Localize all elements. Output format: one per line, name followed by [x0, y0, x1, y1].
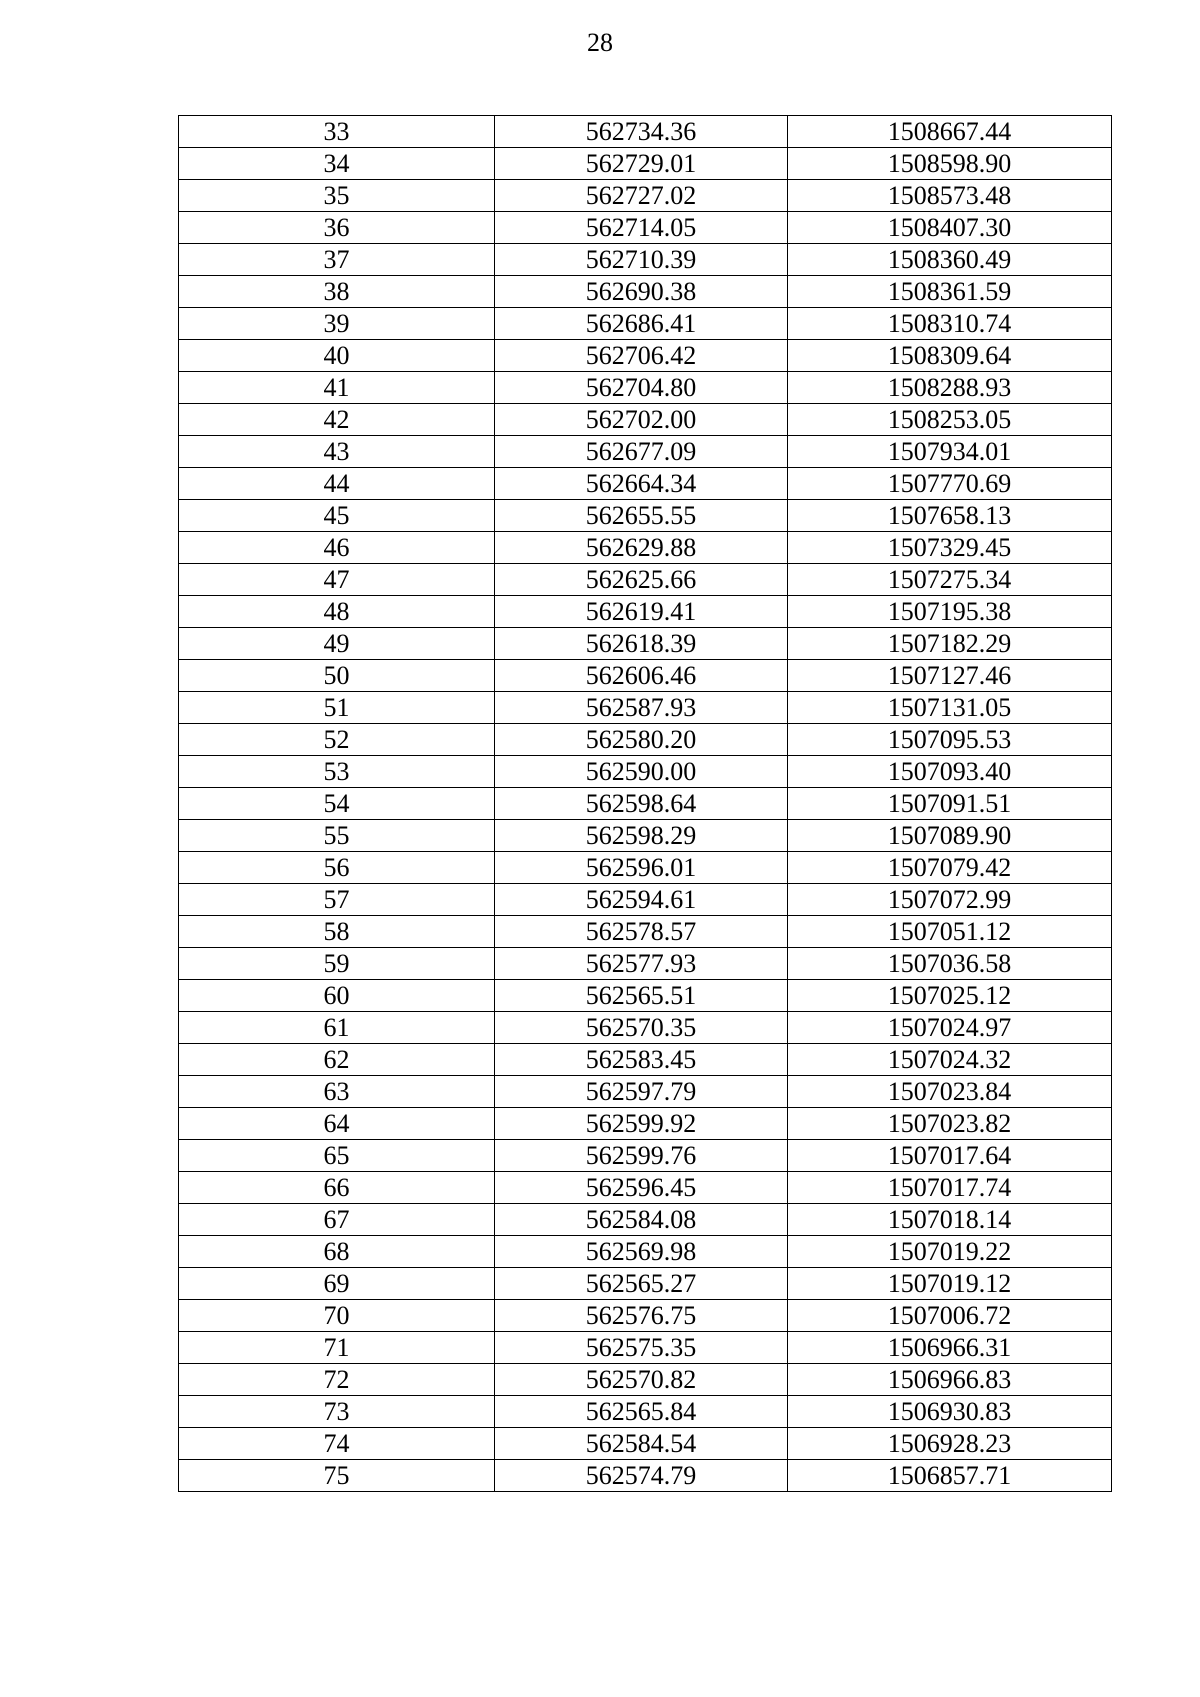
- x-coordinate-cell: 562655.55: [495, 500, 788, 532]
- x-coordinate-cell: 562594.61: [495, 884, 788, 916]
- y-coordinate-cell: 1507017.74: [788, 1172, 1112, 1204]
- table-row: [179, 596, 1112, 628]
- table-row: [179, 660, 1112, 692]
- point-number-cell: 68: [179, 1236, 495, 1268]
- table-row: [179, 1236, 1112, 1268]
- table-row: [179, 1140, 1112, 1172]
- point-number-cell: 62: [179, 1044, 495, 1076]
- x-coordinate-cell: 562706.42: [495, 340, 788, 372]
- coordinates-table: [178, 115, 1112, 1492]
- point-number-cell: 45: [179, 500, 495, 532]
- y-coordinate-cell: 1507017.64: [788, 1140, 1112, 1172]
- point-number-cell: 56: [179, 852, 495, 884]
- point-number-cell: 72: [179, 1364, 495, 1396]
- point-number-cell: 69: [179, 1268, 495, 1300]
- x-coordinate-cell: 562570.82: [495, 1364, 788, 1396]
- table-row: [179, 404, 1112, 436]
- point-number-cell: 39: [179, 308, 495, 340]
- y-coordinate-cell: 1506966.83: [788, 1364, 1112, 1396]
- y-coordinate-cell: 1508360.49: [788, 244, 1112, 276]
- point-number-cell: 47: [179, 564, 495, 596]
- y-coordinate-cell: 1507072.99: [788, 884, 1112, 916]
- x-coordinate-cell: 562677.09: [495, 436, 788, 468]
- y-coordinate-cell: 1507006.72: [788, 1300, 1112, 1332]
- x-coordinate-cell: 562565.51: [495, 980, 788, 1012]
- point-number-cell: 75: [179, 1460, 495, 1492]
- x-coordinate-cell: 562599.92: [495, 1108, 788, 1140]
- x-coordinate-cell: 562587.93: [495, 692, 788, 724]
- x-coordinate-cell: 562584.54: [495, 1428, 788, 1460]
- y-coordinate-cell: 1507019.12: [788, 1268, 1112, 1300]
- table-row: [179, 1364, 1112, 1396]
- y-coordinate-cell: 1507091.51: [788, 788, 1112, 820]
- x-coordinate-cell: 562686.41: [495, 308, 788, 340]
- point-number-cell: 58: [179, 916, 495, 948]
- x-coordinate-cell: 562570.35: [495, 1012, 788, 1044]
- table-row: [179, 756, 1112, 788]
- table-row: [179, 564, 1112, 596]
- table-row: [179, 884, 1112, 916]
- y-coordinate-cell: 1507093.40: [788, 756, 1112, 788]
- x-coordinate-cell: 562576.75: [495, 1300, 788, 1332]
- table-row: [179, 1460, 1112, 1492]
- point-number-cell: 34: [179, 148, 495, 180]
- point-number-cell: 59: [179, 948, 495, 980]
- x-coordinate-cell: 562574.79: [495, 1460, 788, 1492]
- y-coordinate-cell: 1507025.12: [788, 980, 1112, 1012]
- x-coordinate-cell: 562590.00: [495, 756, 788, 788]
- table-row: [179, 436, 1112, 468]
- point-number-cell: 40: [179, 340, 495, 372]
- y-coordinate-cell: 1506930.83: [788, 1396, 1112, 1428]
- y-coordinate-cell: 1506928.23: [788, 1428, 1112, 1460]
- x-coordinate-cell: 562598.64: [495, 788, 788, 820]
- table-row: [179, 116, 1112, 148]
- coordinates-table-body: [179, 116, 1112, 1492]
- table-row: [179, 468, 1112, 500]
- table-row: [179, 628, 1112, 660]
- point-number-cell: 44: [179, 468, 495, 500]
- table-row: [179, 148, 1112, 180]
- y-coordinate-cell: 1507275.34: [788, 564, 1112, 596]
- point-number-cell: 64: [179, 1108, 495, 1140]
- point-number-cell: 48: [179, 596, 495, 628]
- point-number-cell: 54: [179, 788, 495, 820]
- y-coordinate-cell: 1508253.05: [788, 404, 1112, 436]
- table-row: [179, 340, 1112, 372]
- y-coordinate-cell: 1507024.97: [788, 1012, 1112, 1044]
- table-row: [179, 692, 1112, 724]
- table-row: [179, 1300, 1112, 1332]
- y-coordinate-cell: 1507019.22: [788, 1236, 1112, 1268]
- y-coordinate-cell: 1508667.44: [788, 116, 1112, 148]
- y-coordinate-cell: 1506857.71: [788, 1460, 1112, 1492]
- x-coordinate-cell: 562606.46: [495, 660, 788, 692]
- table-row: [179, 724, 1112, 756]
- point-number-cell: 65: [179, 1140, 495, 1172]
- x-coordinate-cell: 562596.45: [495, 1172, 788, 1204]
- point-number-cell: 33: [179, 116, 495, 148]
- point-number-cell: 41: [179, 372, 495, 404]
- y-coordinate-cell: 1507079.42: [788, 852, 1112, 884]
- x-coordinate-cell: 562598.29: [495, 820, 788, 852]
- y-coordinate-cell: 1507770.69: [788, 468, 1112, 500]
- point-number-cell: 60: [179, 980, 495, 1012]
- point-number-cell: 57: [179, 884, 495, 916]
- table-row: [179, 1332, 1112, 1364]
- y-coordinate-cell: 1508573.48: [788, 180, 1112, 212]
- x-coordinate-cell: 562583.45: [495, 1044, 788, 1076]
- point-number-cell: 74: [179, 1428, 495, 1460]
- point-number-cell: 35: [179, 180, 495, 212]
- y-coordinate-cell: 1507036.58: [788, 948, 1112, 980]
- point-number-cell: 37: [179, 244, 495, 276]
- point-number-cell: 63: [179, 1076, 495, 1108]
- y-coordinate-cell: 1508598.90: [788, 148, 1112, 180]
- point-number-cell: 61: [179, 1012, 495, 1044]
- point-number-cell: 50: [179, 660, 495, 692]
- x-coordinate-cell: 562710.39: [495, 244, 788, 276]
- y-coordinate-cell: 1507127.46: [788, 660, 1112, 692]
- y-coordinate-cell: 1508310.74: [788, 308, 1112, 340]
- y-coordinate-cell: 1507182.29: [788, 628, 1112, 660]
- page-number: 28: [587, 28, 613, 57]
- y-coordinate-cell: 1508361.59: [788, 276, 1112, 308]
- table-row: [179, 308, 1112, 340]
- point-number-cell: 52: [179, 724, 495, 756]
- x-coordinate-cell: 562714.05: [495, 212, 788, 244]
- x-coordinate-cell: 562597.79: [495, 1076, 788, 1108]
- point-number-cell: 70: [179, 1300, 495, 1332]
- point-number-cell: 67: [179, 1204, 495, 1236]
- table-row: [179, 916, 1112, 948]
- table-row: [179, 1172, 1112, 1204]
- x-coordinate-cell: 562729.01: [495, 148, 788, 180]
- y-coordinate-cell: 1508309.64: [788, 340, 1112, 372]
- table-row: [179, 500, 1112, 532]
- table-row: [179, 532, 1112, 564]
- x-coordinate-cell: 562704.80: [495, 372, 788, 404]
- x-coordinate-cell: 562619.41: [495, 596, 788, 628]
- y-coordinate-cell: 1507934.01: [788, 436, 1112, 468]
- y-coordinate-cell: 1507131.05: [788, 692, 1112, 724]
- x-coordinate-cell: 562578.57: [495, 916, 788, 948]
- y-coordinate-cell: 1507089.90: [788, 820, 1112, 852]
- y-coordinate-cell: 1507329.45: [788, 532, 1112, 564]
- table-row: [179, 788, 1112, 820]
- x-coordinate-cell: 562629.88: [495, 532, 788, 564]
- table-row: [179, 372, 1112, 404]
- y-coordinate-cell: 1506966.31: [788, 1332, 1112, 1364]
- y-coordinate-cell: 1507023.82: [788, 1108, 1112, 1140]
- y-coordinate-cell: 1507023.84: [788, 1076, 1112, 1108]
- table-row: [179, 820, 1112, 852]
- point-number-cell: 73: [179, 1396, 495, 1428]
- y-coordinate-cell: 1507024.32: [788, 1044, 1112, 1076]
- x-coordinate-cell: 562702.00: [495, 404, 788, 436]
- x-coordinate-cell: 562625.66: [495, 564, 788, 596]
- x-coordinate-cell: 562727.02: [495, 180, 788, 212]
- y-coordinate-cell: 1507195.38: [788, 596, 1112, 628]
- y-coordinate-cell: 1507051.12: [788, 916, 1112, 948]
- y-coordinate-cell: 1507095.53: [788, 724, 1112, 756]
- table-row: [179, 244, 1112, 276]
- x-coordinate-cell: 562664.34: [495, 468, 788, 500]
- table-row: [179, 1428, 1112, 1460]
- table-row: [179, 1076, 1112, 1108]
- x-coordinate-cell: 562575.35: [495, 1332, 788, 1364]
- table-row: [179, 852, 1112, 884]
- table-row: [179, 948, 1112, 980]
- x-coordinate-cell: 562734.36: [495, 116, 788, 148]
- table-row: [179, 1396, 1112, 1428]
- table-row: [179, 212, 1112, 244]
- point-number-cell: 51: [179, 692, 495, 724]
- table-row: [179, 276, 1112, 308]
- x-coordinate-cell: 562580.20: [495, 724, 788, 756]
- table-row: [179, 180, 1112, 212]
- table-row: [179, 980, 1112, 1012]
- point-number-cell: 36: [179, 212, 495, 244]
- x-coordinate-cell: 562577.93: [495, 948, 788, 980]
- x-coordinate-cell: 562690.38: [495, 276, 788, 308]
- point-number-cell: 49: [179, 628, 495, 660]
- point-number-cell: 71: [179, 1332, 495, 1364]
- table-row: [179, 1044, 1112, 1076]
- x-coordinate-cell: 562599.76: [495, 1140, 788, 1172]
- point-number-cell: 46: [179, 532, 495, 564]
- y-coordinate-cell: 1507658.13: [788, 500, 1112, 532]
- point-number-cell: 55: [179, 820, 495, 852]
- point-number-cell: 42: [179, 404, 495, 436]
- table-row: [179, 1268, 1112, 1300]
- x-coordinate-cell: 562618.39: [495, 628, 788, 660]
- x-coordinate-cell: 562569.98: [495, 1236, 788, 1268]
- x-coordinate-cell: 562596.01: [495, 852, 788, 884]
- x-coordinate-cell: 562584.08: [495, 1204, 788, 1236]
- table-row: [179, 1204, 1112, 1236]
- x-coordinate-cell: 562565.27: [495, 1268, 788, 1300]
- point-number-cell: 38: [179, 276, 495, 308]
- x-coordinate-cell: 562565.84: [495, 1396, 788, 1428]
- point-number-cell: 66: [179, 1172, 495, 1204]
- table-row: [179, 1108, 1112, 1140]
- y-coordinate-cell: 1508288.93: [788, 372, 1112, 404]
- point-number-cell: 43: [179, 436, 495, 468]
- y-coordinate-cell: 1508407.30: [788, 212, 1112, 244]
- point-number-cell: 53: [179, 756, 495, 788]
- table-row: [179, 1012, 1112, 1044]
- y-coordinate-cell: 1507018.14: [788, 1204, 1112, 1236]
